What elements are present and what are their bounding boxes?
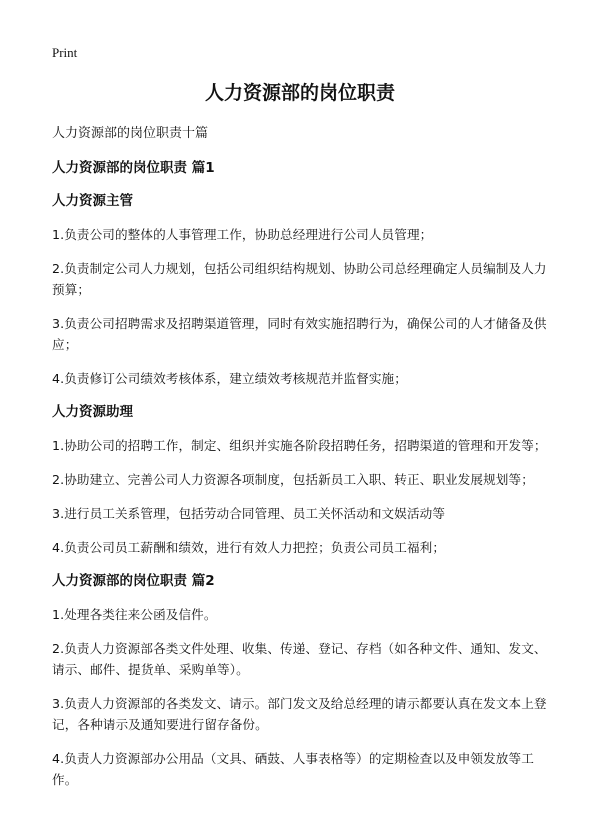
duty-item: 3.负责公司招聘需求及招聘渠道管理，同时有效实施招聘行为，确保公司的人才储备及供应； [52,316,547,352]
section-heading-2: 人力资源部的岗位职责 篇2 [52,573,215,589]
duty-item: 4.负责公司员工薪酬和绩效，进行有效人力把控；负责公司员工福利； [52,540,446,555]
duty-item: 1.处理各类往来公函及信件。 [52,607,217,622]
role-heading-hr-manager: 人力资源主管 [52,193,133,209]
duty-item: 4.负责人力资源部办公用品（文具、硒鼓、人事表格等）的定期检查以及申领发放等工作。 [52,751,534,787]
duty-item: 3.负责人力资源部的各类发文、请示。部门发文及给总经理的请示都要认真在发文本上登记，各种请示及通知要进行留存备份。 [52,696,547,732]
page-title: 人力资源部的岗位职责 [204,82,395,104]
duty-item: 2.协助建立、完善公司人力资源各项制度，包括新员工入职、转正、职业发展规划等； [52,472,534,487]
section-heading-1: 人力资源部的岗位职责 篇1 [52,160,215,176]
duty-item: 4.负责修订公司绩效考核体系，建立绩效考核规范并监督实施； [52,371,407,386]
document-subtitle: 人力资源部的岗位职责十篇 [52,126,209,141]
duty-item: 2.负责人力资源部各类文件处理、收集、传递、登记、存档（如各种文件、通知、发文、请示、邮件、提货单、采购单等）。 [52,641,547,677]
duty-item: 3.进行员工关系管理，包括劳动合同管理、员工关怀活动和文娱活动等 [52,506,446,521]
duty-item: 1.协助公司的招聘工作，制定、组织并实施各阶段招聘任务，招聘渠道的管理和开发等； [52,438,547,453]
duty-item: 1.负责公司的整体的人事管理工作，协助总经理进行公司人员管理； [52,227,433,242]
duty-item: 2.负责制定公司人力规划，包括公司组织结构规划、协助公司总经理确定人员编制及人力预算； [52,261,547,297]
print-link[interactable]: Print [52,45,78,60]
role-heading-hr-assistant: 人力资源助理 [52,404,133,420]
